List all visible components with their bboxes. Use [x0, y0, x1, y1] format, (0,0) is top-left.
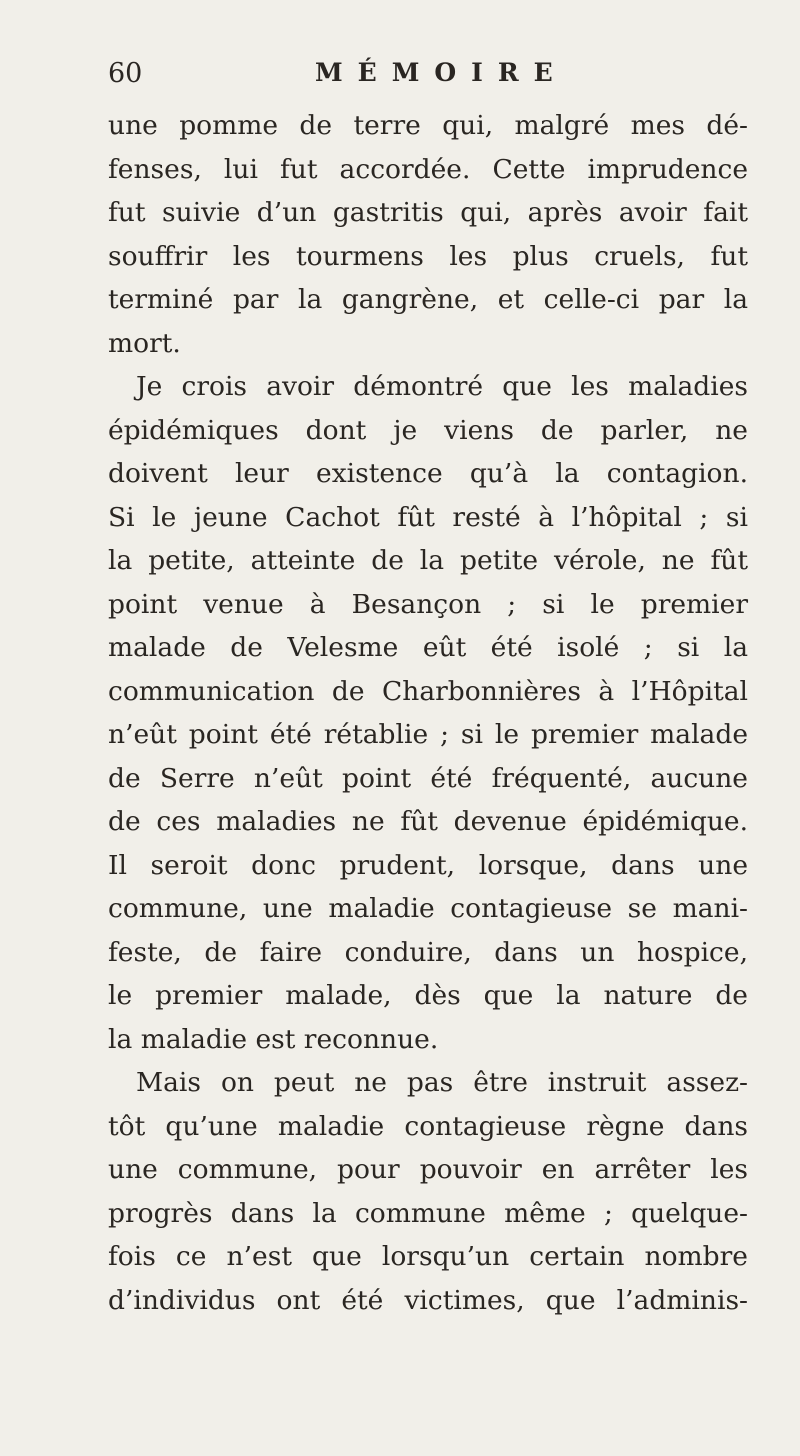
- text-line: souffrir les tourmens les plus cruels, fut: [108, 240, 748, 272]
- text-line: d’individus ont été victimes, que l’adminis-: [108, 1284, 748, 1316]
- text-line: de Serre n’eût point été fréquenté, aucune: [108, 762, 748, 794]
- page-header: [108, 58, 748, 98]
- text-line: fenses, lui fut accordée. Cette imprudence: [108, 153, 748, 185]
- text-line: une commune, pour pouvoir en arrêter les: [108, 1154, 748, 1185]
- text-line: point venue à Besançon ; si le premier: [108, 588, 748, 620]
- text-line: n’eût point été rétablie ; si le premier malade: [108, 719, 748, 750]
- text-line: épidémiques dont je viens de parler, ne: [108, 414, 748, 446]
- text-line: tôt qu’une maladie contagieuse règne dans: [108, 1110, 748, 1142]
- text-line: une pomme de terre qui, malgré mes dé-: [108, 110, 748, 141]
- text-line: le premier malade, dès que la nature de: [108, 980, 748, 1011]
- text-line: fois ce n’est que lorsqu’un certain nombre: [108, 1241, 748, 1272]
- text-line: fut suivie d’un gastritis qui, après avoir fait: [108, 197, 748, 228]
- body-text: [108, 104, 748, 1322]
- text-line: Mais on peut ne pas être instruit assez-: [136, 1067, 748, 1098]
- text-line: la maladie est reconnue.: [108, 1023, 439, 1055]
- text-line: progrès dans la commune même ; quelque-: [108, 1197, 748, 1229]
- text-line: commune, une maladie contagieuse se mani-: [108, 893, 748, 924]
- text-line: la petite, atteinte de la petite vérole, ne fût: [108, 545, 748, 576]
- running-title: MÉMOIRE: [315, 58, 568, 87]
- text-line: Si le jeune Cachot fût resté à l’hôpital ; si: [108, 501, 748, 533]
- text-line: doivent leur existence qu’à la contagion.: [108, 458, 748, 489]
- text-line: de ces maladies ne fût devenue épidémique.: [108, 806, 748, 837]
- text-line: mort.: [108, 327, 181, 359]
- text-line: communication de Charbonnières à l’Hôpital: [108, 675, 748, 707]
- page-number: 60: [108, 58, 143, 89]
- text-line: feste, de faire conduire, dans un hospice,: [108, 936, 748, 968]
- text-line: Je crois avoir démontré que les maladies: [136, 371, 748, 402]
- text-line: malade de Velesme eût été isolé ; si la: [108, 632, 748, 663]
- text-line: terminé par la gangrène, et celle-ci par la: [108, 284, 748, 315]
- text-line: Il seroit donc prudent, lorsque, dans une: [108, 849, 748, 881]
